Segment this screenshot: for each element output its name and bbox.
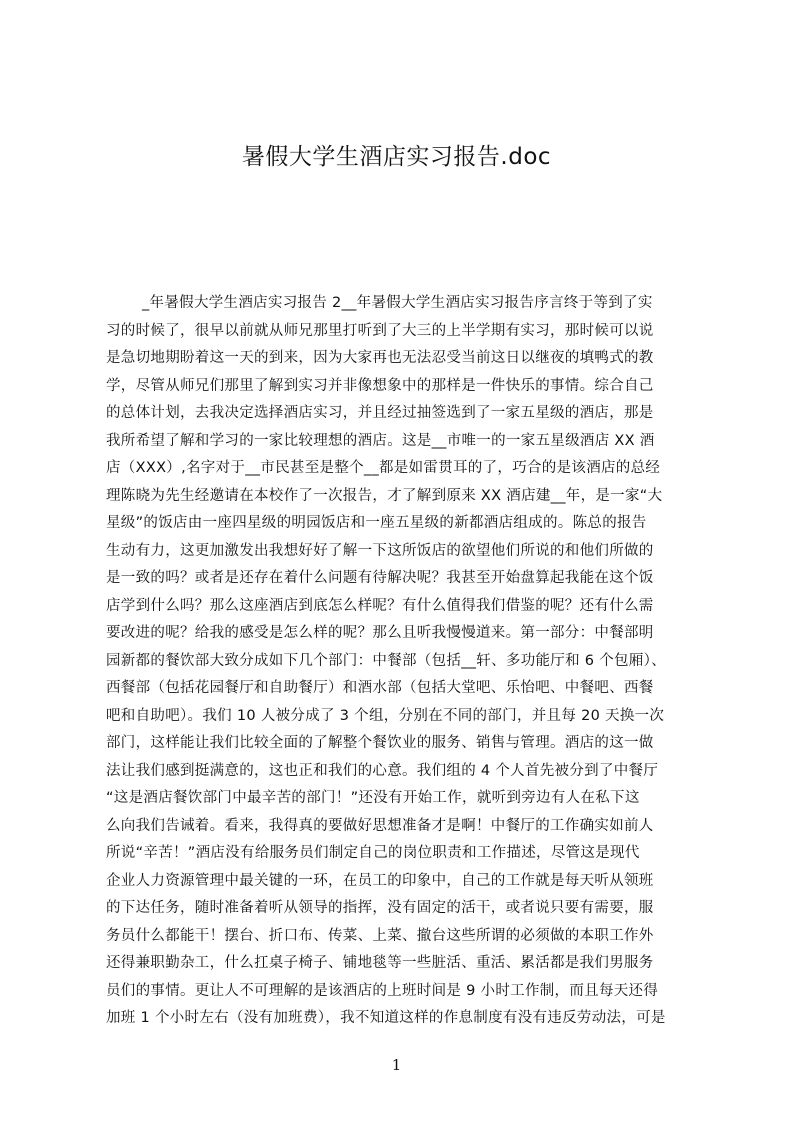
body-line: 务员什么都能干！摆台、折口布、传菜、上菜、撤台这些所谓的必须做的本职工作外 bbox=[106, 927, 654, 944]
body-line: 理陈晓为先生经邀请在本校作了一次报告，才了解到原来 XX 酒店建__年，是一家“大 bbox=[106, 487, 663, 504]
body-line: 习的时候了，很早以前就从师兄那里打听到了大三的上半学期有实习，那时候可以说 bbox=[106, 322, 654, 339]
body-line: 吧和自助吧）。我们 10 人被分成了 3 个组，分别在不同的部门，并且每 20 天换一次 bbox=[106, 707, 665, 724]
body-line: 店学到什么吗？那么这座酒店到底怎么样呢？有什么值得我们借鉴的呢？还有什么需 bbox=[106, 597, 654, 614]
body-line: 部门，这样能让我们比较全面的了解整个餐饮业的服务、销售与管理。酒店的这一做 bbox=[106, 735, 654, 751]
document-body bbox=[106, 290, 698, 1030]
body-line: “这是酒店餐饮部门中最辛苦的部门！”还没有开始工作，就听到旁边有人在私下这 bbox=[106, 790, 640, 806]
body-line: 我所希望了解和学习的一家比较理想的酒店。这是__市唯一的一家五星级酒店 XX 酒 bbox=[106, 432, 655, 449]
body-line: 园新都的餐饮部大致分成如下几个部门：中餐部（包括__轩、多功能厅和 6 个包厢）、 bbox=[106, 652, 666, 669]
body-line: 企业人力资源管理中最关键的一环，在员工的印象中，自己的工作就是每天听从领班 bbox=[106, 872, 654, 889]
body-line: 加班 1 个小时左右（没有加班费），我不知道这样的作息制度有没有违反劳动法，可是 bbox=[106, 1010, 666, 1026]
body-line: 还得兼职勤杂工，什么扛桌子椅子、铺地毯等一些脏活、重活、累活都是我们男服务 bbox=[106, 955, 654, 971]
body-line: 要改进的呢？给我的感受是怎么样的呢？那么且听我慢慢道来。第一部分：中餐部明 bbox=[106, 625, 654, 641]
body-line: 西餐部（包括花园餐厅和自助餐厅）和酒水部（包括大堂吧、乐怡吧、中餐吧、西餐 bbox=[106, 680, 654, 696]
body-line: 生动有力，这更加激发出我想好好了解一下这所饭店的欲望他们所说的和他们所做的 bbox=[106, 542, 654, 559]
body-line: 员们的事情。更让人不可理解的是该酒店的上班时间是 9 小时工作制，而且每天还得 bbox=[106, 982, 659, 999]
document-title: 暑假大学生酒店实习报告.doc bbox=[241, 144, 552, 170]
body-line: 的总体计划，去我决定选择酒店实习，并且经过抽签选到了一家五星级的酒店，那是 bbox=[106, 405, 654, 421]
body-line: _年暑假大学生酒店实习报告 2__年暑假大学生酒店实习报告序言终于等到了实 bbox=[142, 295, 653, 311]
body-line: 么向我们告诫着。看来，我得真的要做好思想准备才是啊！中餐厅的工作确实如前人 bbox=[106, 817, 654, 834]
page-number: 1 bbox=[391, 1056, 402, 1074]
body-line: 的下达任务，随时准备着听从领导的指挥，没有固定的活干，或者说只要有需要，服 bbox=[106, 900, 654, 916]
body-line: 学，尽管从师兄们那里了解到实习并非像想象中的那样是一件快乐的事情。综合自己 bbox=[106, 377, 654, 394]
body-line: 店（XXX）,名字对于__市民甚至是整个__都是如雷贯耳的了，巧合的是该酒店的总经 bbox=[106, 460, 661, 476]
body-line: 法让我们感到挺满意的，这也正和我们的心意。我们组的 4 个人首先被分到了中餐厅 bbox=[106, 762, 659, 779]
body-line: 是急切地期盼着这一天的到来，因为大家再也无法忍受当前这日以继夜的填鸭式的教 bbox=[106, 350, 654, 366]
body-line: 所说“辛苦！”酒店没有给服务员们制定自己的岗位职责和工作描述，尽管这是现代 bbox=[106, 845, 640, 861]
body-line: 是一致的吗？或者是还存在着什么问题有待解决呢？我甚至开始盘算起我能在这个饭 bbox=[106, 570, 654, 586]
body-line: 星级”的饭店由一座四星级的明园饭店和一座五星级的新都酒店组成的。陈总的报告 bbox=[106, 515, 647, 531]
